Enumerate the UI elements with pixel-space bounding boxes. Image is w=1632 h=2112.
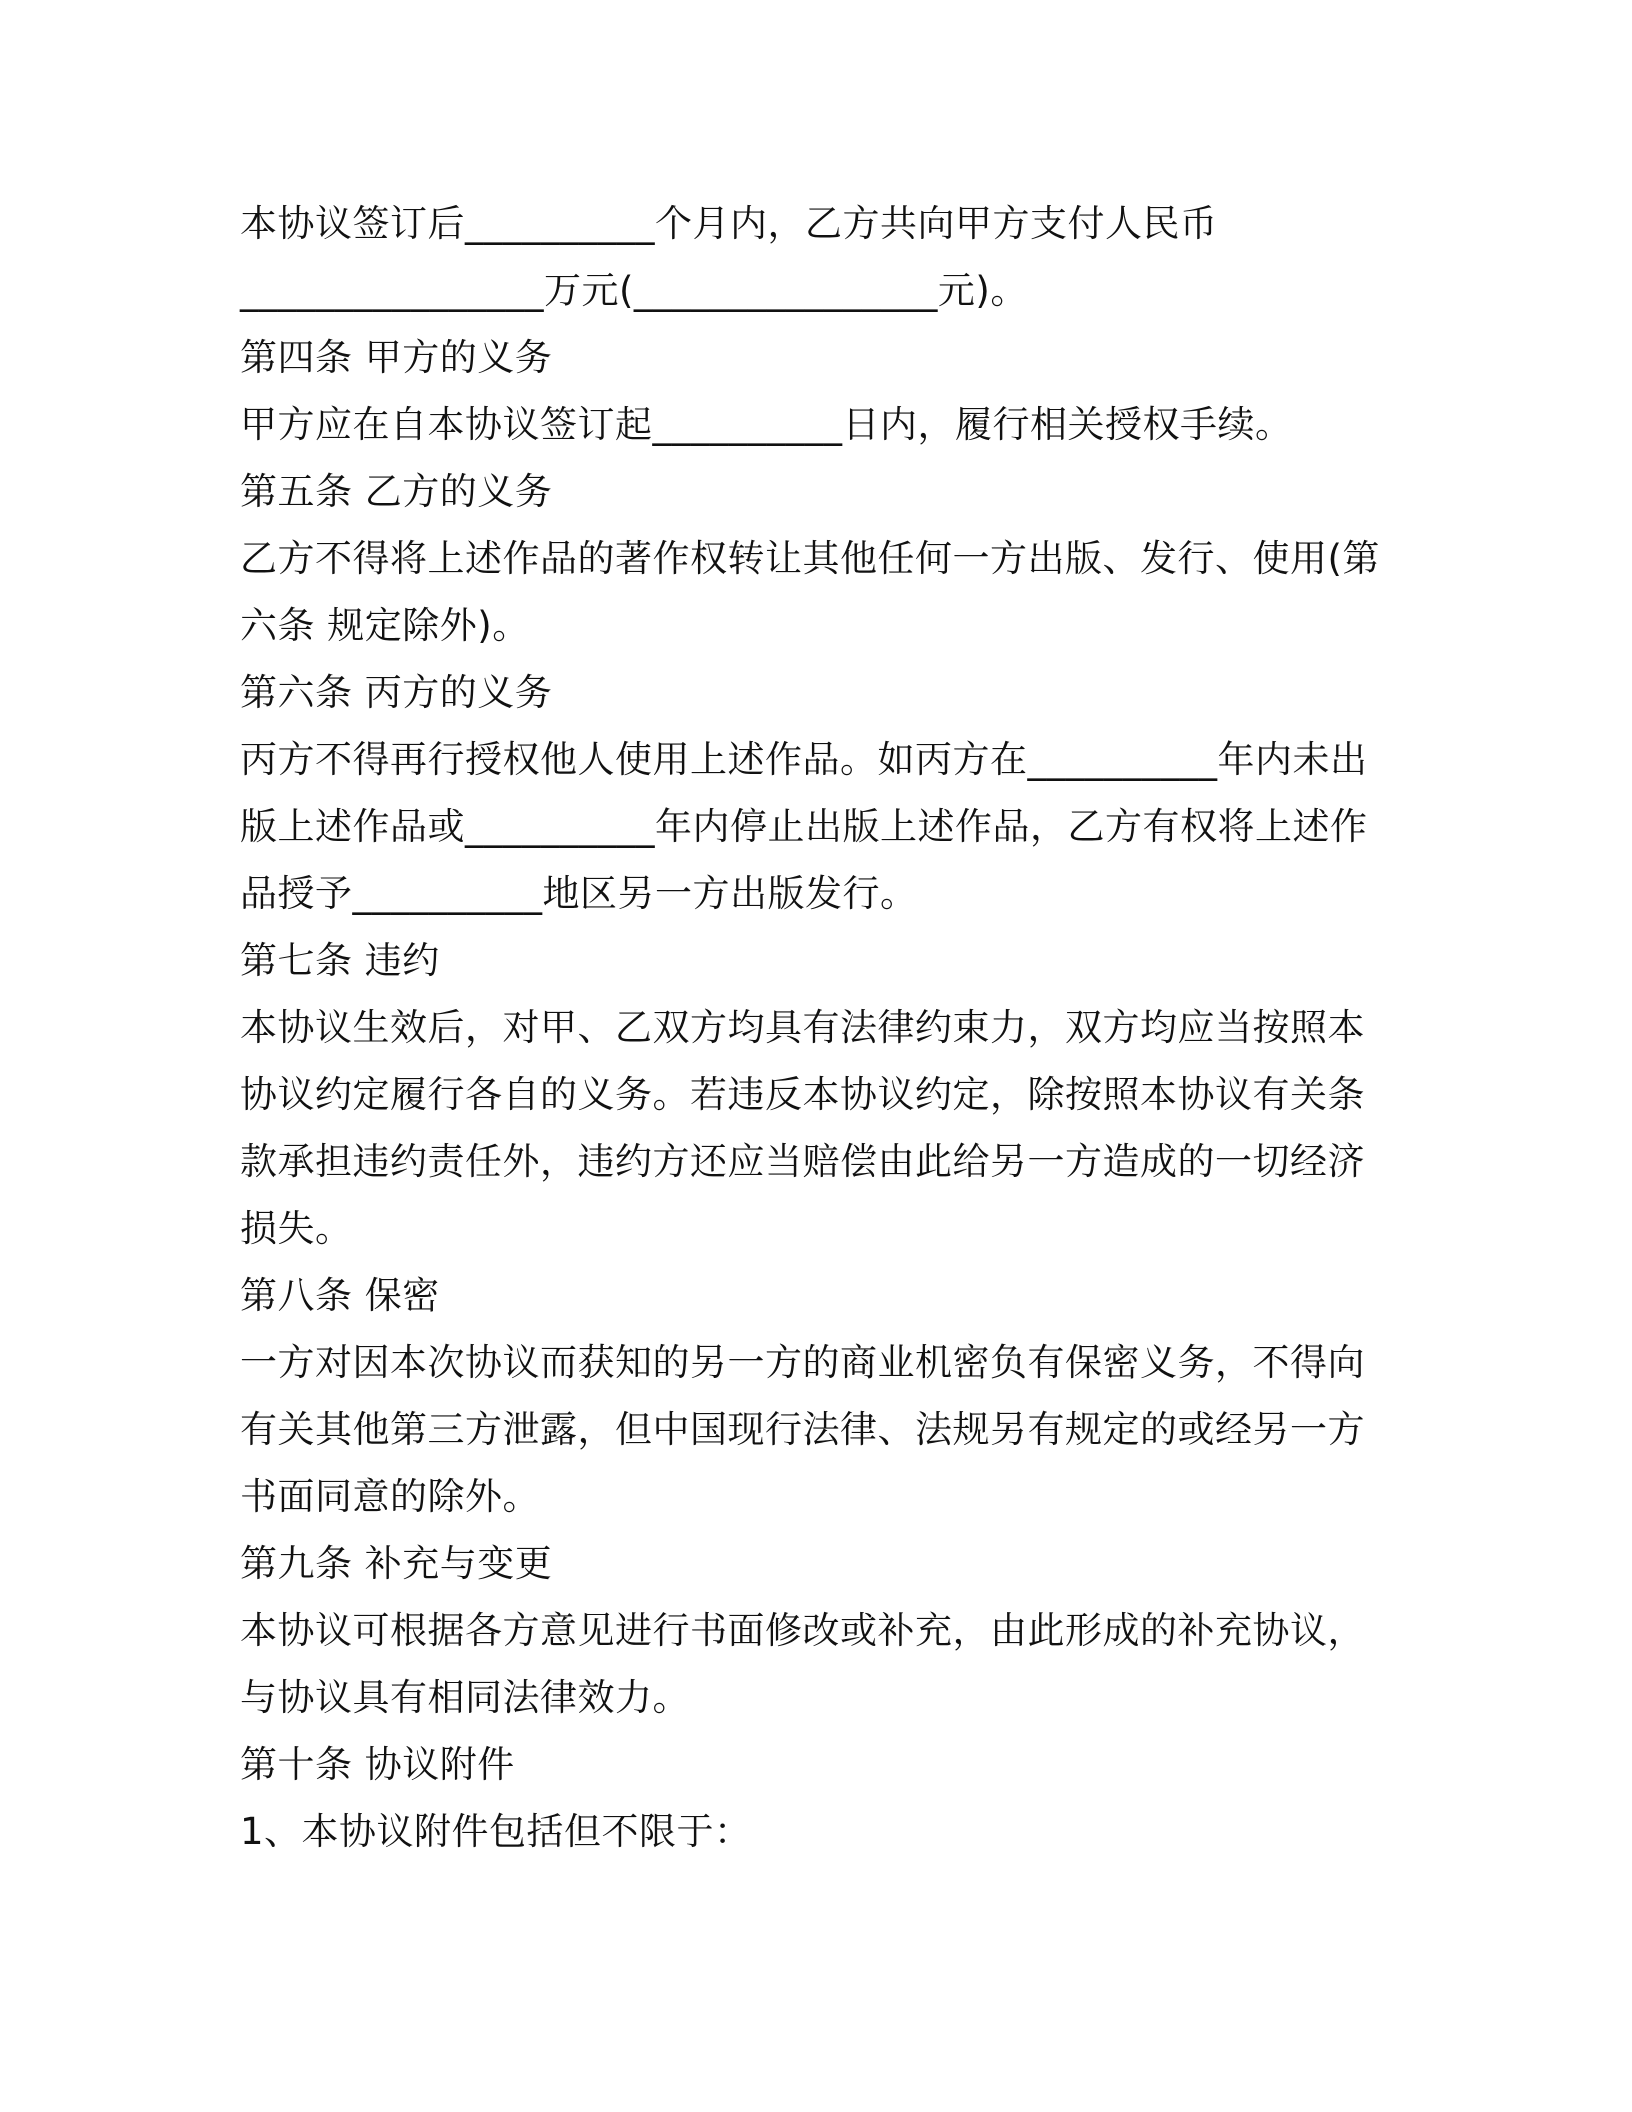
paragraph-line: 一方对因本次协议而获知的另一方的商业机密负有保密义务，不得向 [240,1341,1365,1384]
section-heading: 第四条 甲方的义务 [240,336,553,379]
paragraph-line: 款承担违约责任外，违约方还应当赔偿由此给另一方造成的一切经济 [240,1140,1365,1183]
section-heading: 第九条 补充与变更 [240,1542,553,1585]
section-heading: 第七条 违约 [240,939,440,982]
paragraph-line: 甲方应在自本协议签订起__________日内，履行相关授权手续。 [240,403,1293,446]
list-item: 1、本协议附件包括但不限于： [240,1810,752,1853]
paragraph-line: ________________万元(________________元)。 [240,269,1028,312]
paragraph-line: 本协议签订后__________个月内，乙方共向甲方支付人民币 [240,202,1218,245]
paragraph-line: 本协议生效后，对甲、乙双方均具有法律约束力，双方均应当按照本 [240,1006,1365,1049]
paragraph-line: 与协议具有相同法律效力。 [240,1676,690,1719]
paragraph-line: 六条 规定除外)。 [240,604,530,647]
section-heading: 第五条 乙方的义务 [240,470,553,513]
paragraph-line: 品授予__________地区另一方出版发行。 [240,872,918,915]
paragraph-line: 本协议可根据各方意见进行书面修改或补充，由此形成的补充协议， [240,1609,1365,1652]
paragraph-line: 协议约定履行各自的义务。若违反本协议约定，除按照本协议有关条 [240,1073,1365,1116]
paragraph-line: 损失。 [240,1207,353,1250]
paragraph-line: 丙方不得再行授权他人使用上述作品。如丙方在__________年内未出 [240,738,1368,781]
paragraph-line: 书面同意的除外。 [240,1475,540,1518]
section-heading: 第八条 保密 [240,1274,440,1317]
section-heading: 第十条 协议附件 [240,1743,515,1786]
paragraph-line: 版上述作品或__________年内停止出版上述作品，乙方有权将上述作 [240,805,1368,848]
document-body [240,190,1390,1865]
paragraph-line: 有关其他第三方泄露，但中国现行法律、法规另有规定的或经另一方 [240,1408,1365,1451]
paragraph-line: 乙方不得将上述作品的著作权转让其他任何一方出版、发行、使用(第 [240,537,1380,580]
section-heading: 第六条 丙方的义务 [240,671,553,714]
